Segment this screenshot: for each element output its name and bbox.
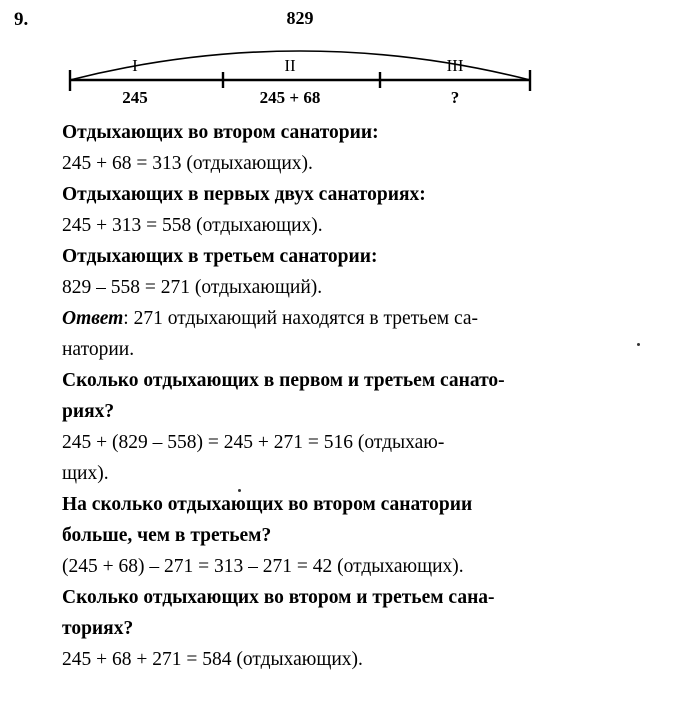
diagram-part-roman-2: II [284,56,296,75]
diagram-part-value-2: 245 + 68 [259,88,321,107]
question-2-cont: больше, чем в третьем? [62,525,272,546]
diagram-total-label: 829 [286,8,314,28]
question-3-cont: ториях? [62,618,134,639]
question-1-solution: 245 + (829 – 558) = 245 + 271 = 516 (отдыхаю- [62,432,445,453]
answer-prefix: Ответ [62,308,124,329]
question-2-solution: (245 + 68) – 271 = 313 – 271 = 42 (отдыхающих). [62,556,464,577]
scan-artifact-dot-2 [238,489,241,492]
solution-text [62,118,662,676]
solution-line-4: 245 + 313 = 558 (отдыхающих). [62,215,323,236]
segment-diagram [60,8,540,108]
question-2: На сколько отдыхающих во втором санатории [62,494,473,515]
solution-line-2: 245 + 68 = 313 (отдыхающих). [62,153,313,174]
task-number: 9. [14,9,29,30]
question-1-solution-cont: щих). [62,463,109,484]
diagram-part-roman-3: III [446,56,464,75]
diagram-part-roman-1: I [132,56,138,75]
question-1-cont: риях? [62,401,115,422]
solution-line-3: Отдыхающих в первых двух санаториях: [62,184,426,205]
answer-line [62,304,662,333]
solution-line-6: 829 – 558 = 271 (отдыхающий). [62,277,323,298]
question-1: Сколько отдыхающих в первом и третьем санато- [62,370,505,391]
solution-line-5: Отдыхающих в третьем санатории: [62,246,378,267]
answer-text: : 271 отдыхающий находятся в третьем са- [123,308,478,329]
question-3: Сколько отдыхающих во втором и третьем сана- [62,587,495,608]
scan-artifact-dot-1 [637,343,640,346]
diagram-part-value-1: 245 [122,88,148,107]
diagram-part-value-3: ? [450,88,460,107]
question-3-solution: 245 + 68 + 271 = 584 (отдыхающих). [62,649,363,670]
solution-line-1: Отдыхающих во втором санатории: [62,122,379,143]
answer-line-cont: натории. [62,339,135,360]
